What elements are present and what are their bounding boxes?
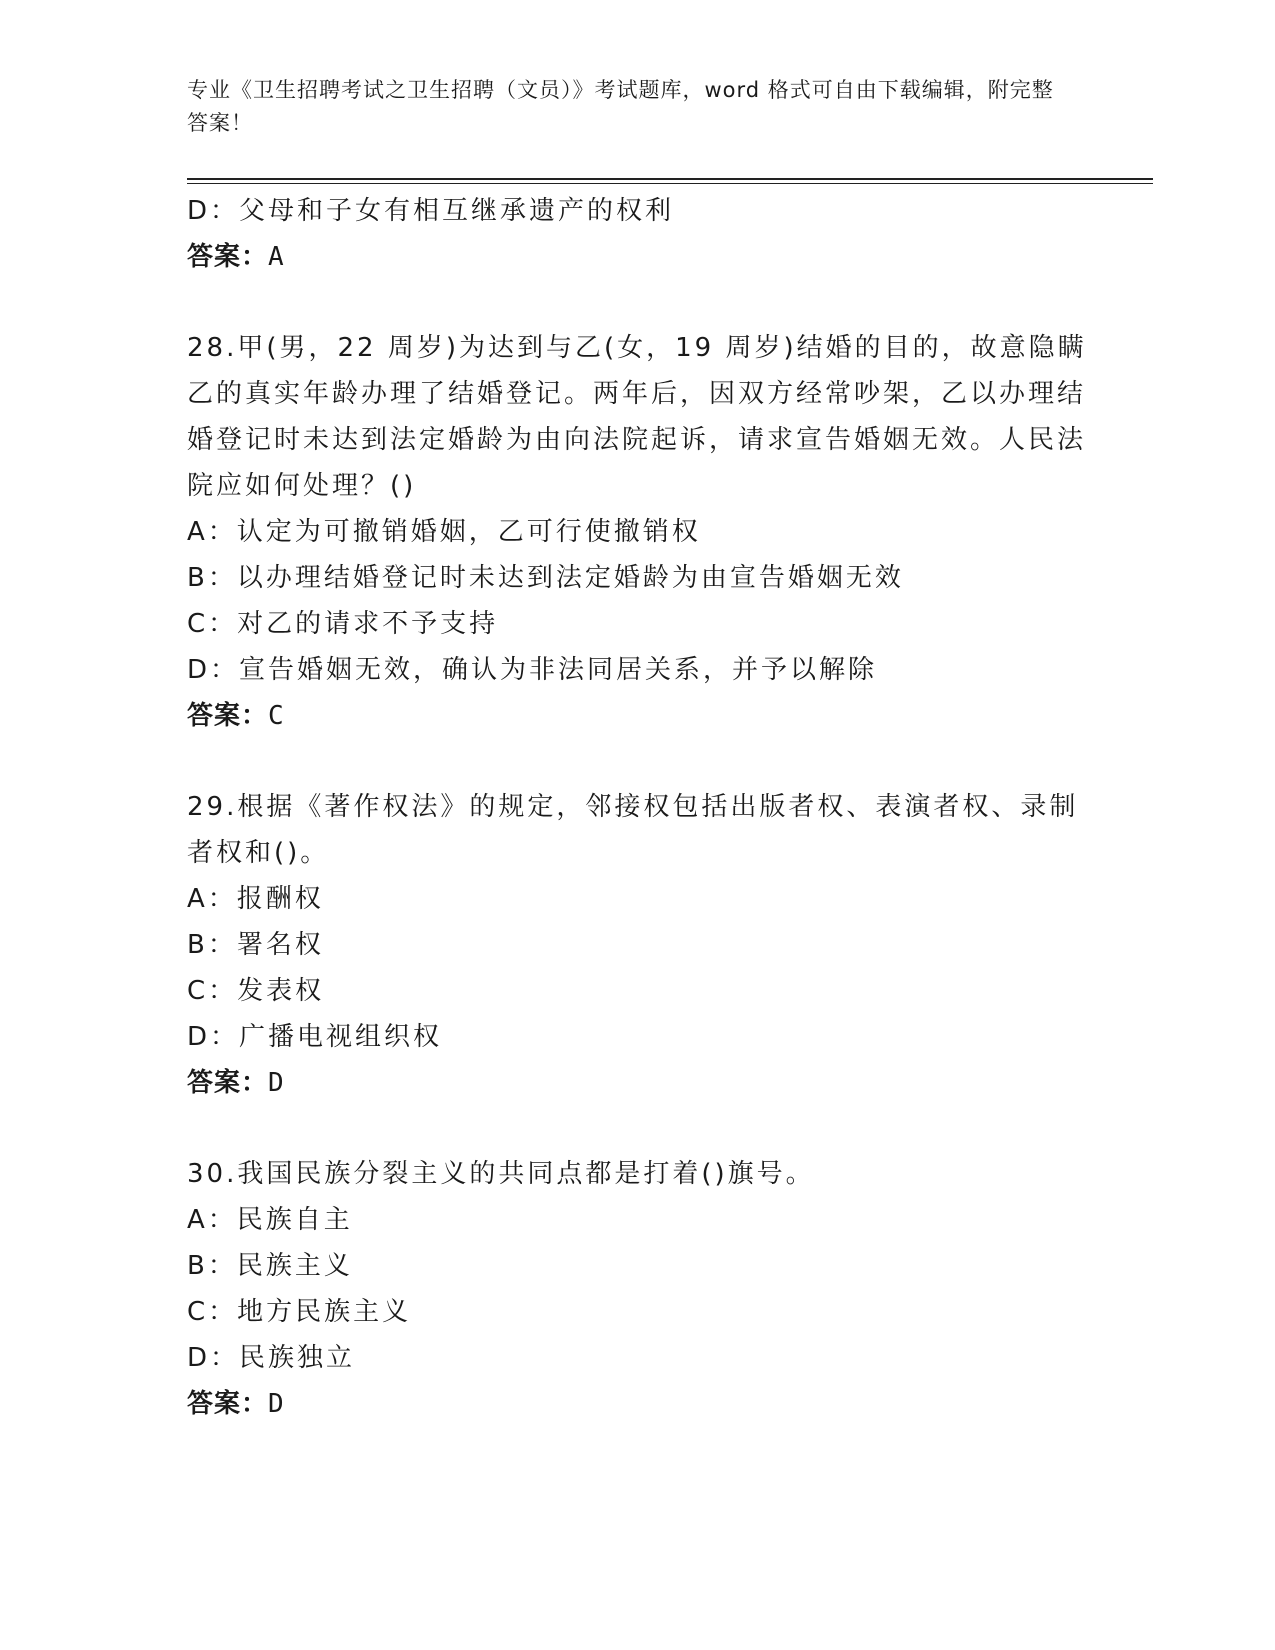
question-list <box>187 188 1087 1427</box>
option-d: D：宣告婚姻无效，确认为非法同居关系，并予以解除 <box>187 655 878 685</box>
header-divider-thick <box>187 178 1153 180</box>
answer-value: C <box>268 701 285 731</box>
question-stem: 29.根据《著作权法》的规定，邻接权包括出版者权、表演者权、录制者权和()。 <box>187 792 1079 868</box>
question-stem: 30.我国民族分裂主义的共同点都是打着()旗号。 <box>187 1159 815 1189</box>
option-c: C：对乙的请求不予支持 <box>187 609 499 639</box>
option-b: B：以办理结婚登记时未达到法定婚龄为由宣告婚姻无效 <box>187 563 904 593</box>
answer-label: 答案： <box>187 701 269 731</box>
document-header: 专业《卫生招聘考试之卫生招聘（文员）》考试题库，word 格式可自由下载编辑，附完整答案！ <box>187 78 1054 135</box>
answer-value: D <box>268 1389 285 1419</box>
option-d: D：父母和子女有相互继承遗产的权利 <box>187 196 675 226</box>
answer-line <box>187 693 1087 739</box>
question-27-tail <box>187 188 1087 280</box>
answer-label: 答案： <box>187 1068 269 1098</box>
header-divider-thin <box>187 183 1153 184</box>
answer-value: A <box>268 242 285 272</box>
option-d: D：民族独立 <box>187 1343 356 1373</box>
answer-value: D <box>268 1068 285 1098</box>
answer-label: 答案： <box>187 1389 269 1419</box>
question-stem: 28.甲(男，22 周岁)为达到与乙(女，19 周岁)结婚的目的，故意隐瞒乙的真实年龄办理了结婚登记。两年后，因双方经常吵架，乙以办理结婚登记时未达到法定婚龄为由向法院起诉，请求宣告婚姻无效。人民法院应如何处理？() <box>187 333 1087 501</box>
question-30 <box>187 1151 1087 1427</box>
option-c: C：发表权 <box>187 976 325 1006</box>
option-a: A：认定为可撤销婚姻，乙可行使撤销权 <box>187 517 701 547</box>
answer-line <box>187 1060 1087 1106</box>
question-29 <box>187 784 1087 1106</box>
option-b: B：署名权 <box>187 930 324 960</box>
answer-label: 答案： <box>187 242 269 272</box>
option-c: C：地方民族主义 <box>187 1297 412 1327</box>
answer-line <box>187 1381 1087 1427</box>
option-a: A：民族自主 <box>187 1205 353 1235</box>
option-b: B：民族主义 <box>187 1251 353 1281</box>
option-a: A：报酬权 <box>187 884 324 914</box>
question-28 <box>187 325 1087 739</box>
option-d: D：广播电视组织权 <box>187 1022 443 1052</box>
answer-line <box>187 234 1087 280</box>
